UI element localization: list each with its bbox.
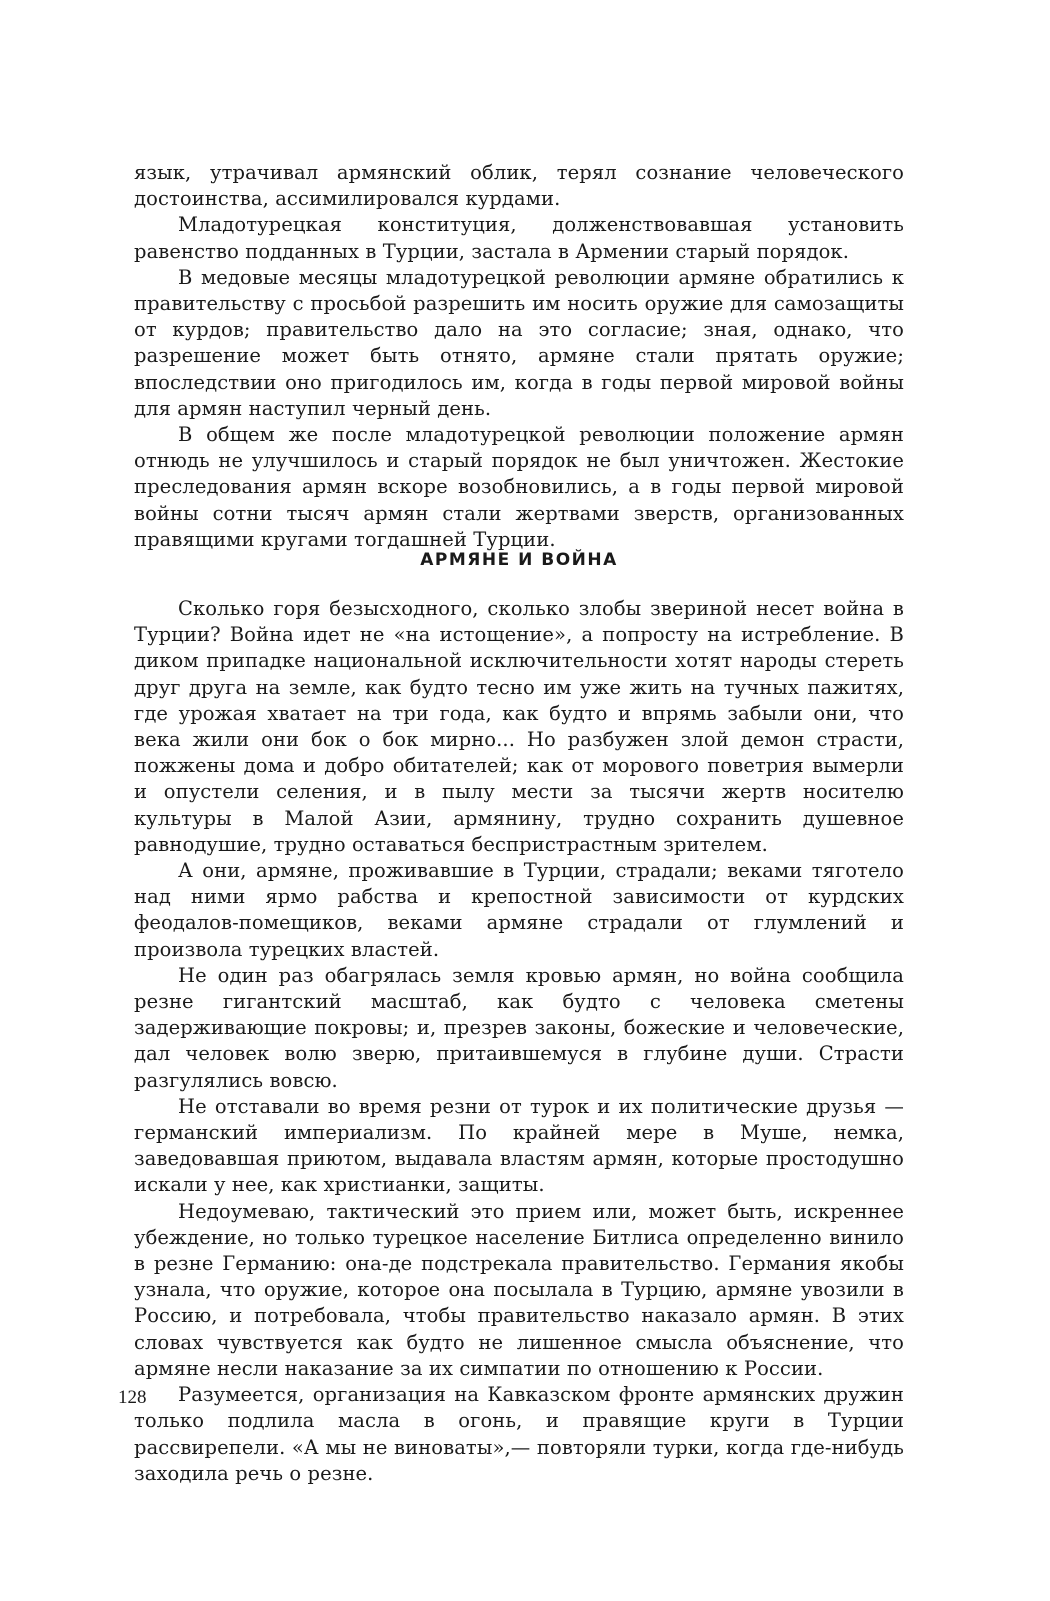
paragraph: А они, армяне, проживавшие в Турции, страдали; веками тяготело над ними ярмо рабства и крепостной зависимости от курдских феодалов-помещиков, веками армяне страдали от глумлений и произвола турецких властей. [134,859,904,961]
intro-text-block [134,160,904,553]
paragraph: Младотурецкая конституция, долженствовавшая установить равенство подданных в Турции, застала в Армении старый порядок. [134,213,904,263]
paragraph: В общем же после младотурецкой революции положение армян отнюдь не улучшилось и старый порядок не был уничтожен. Жестокие преследования армян вскоре возобновились, а в годы первой мировой войны сотни тысяч армян стали жертвами зверств, организованных правящими кругами тогдашней Турции. [134,423,904,551]
section-heading: АРМЯНЕ И ВОЙНА [420,550,618,570]
paragraph: Не один раз обагрялась земля кровью армян, но война сообщила резне гигантский масштаб, как будто с человека сметены задерживающие покровы; и, презрев законы, божеские и человеческие, дал человек волю зверю, притаившемуся в глубине души. Страсти разгулялись вовсю. [134,963,904,1092]
page-number: 128 [118,1387,147,1408]
paragraph: Разумеется, организация на Кавказском фронте армянских дружин только подлила масла в огонь, и правящие круги в Турции рассвирепели. «А мы не виноваты»,— повторяли турки, когда где-нибудь заходила речь о резне. [134,1383,904,1485]
paragraph: В медовые месяцы младотурецкой революции армяне обратились к правительству с просьбой разрешить им носить оружие для самозащиты от курдов; правительство дало на это согласие; зная, однако, что разрешение может быть отнято, армяне стали прятать оружие; впоследствии оно пригодилось им, когда в годы первой мировой войны для армян наступил черный день. [134,265,904,420]
paragraph: Недоумеваю, тактический это прием или, может быть, искреннее убеждение, но только турецкое население Битлиса определенно винило в резне Германию: она-де подстрекала правительство. Германия якобы узнала, что оружие, которое она посылала в Турцию, армяне увозили в Россию, и потребовала, чтобы правительство наказало армян. В этих словах чувствуется как будто не лишенное смысла объяснение, что армяне несли наказание за их симпатии по отношению к России. [134,1199,904,1380]
paragraph: Не отставали во время резни от турок и их политические друзья — германский империализм. По крайней мере в Муше, немка, заведовавшая приютом, выдавала властям армян, которые простодушно искали у нее, как христианки, защиты. [134,1094,904,1197]
paragraph: язык, утрачивал армянский облик, терял сознание человеческого достоинства, ассимилировался курдами. [134,161,904,211]
war-text-block [134,596,904,1487]
paragraph: Сколько горя безысходного, сколько злобы звериной несет война в Турции? Война идет не «на истощение», а попросту на истребление. В диком припадке национальной исключительности хотят народы стереть друг друга на земле, как будто тесно им уже жить на тучных пажитях, где урожая хватает на три года, как будто и впрямь забыли они, что века жили они бок о бок мирно... Но разбужен злой демон страсти, пожжены дома и добро обитателей; как от морового поветрия вымерли и опустели селения, и в пылу мести за тысячи жертв носителю культуры в Малой Азии, армянину, трудно сохранить душевное равнодушие, трудно оставаться беспристрастным зрителем. [134,597,904,856]
